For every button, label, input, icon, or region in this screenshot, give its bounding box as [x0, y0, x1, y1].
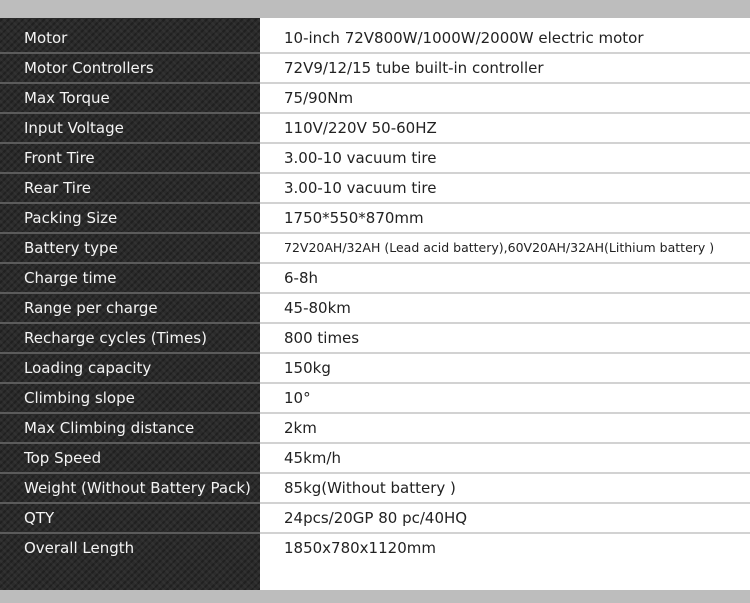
- spec-row-input-voltage: [0, 114, 750, 142]
- bottom-border-strip: [0, 590, 750, 603]
- spec-label: Front Tire: [24, 149, 95, 167]
- spec-value: 3.00-10 vacuum tire: [284, 149, 437, 167]
- spec-label: Max Climbing distance: [24, 419, 195, 437]
- spec-row-max-climbing-distance: [0, 414, 750, 442]
- spec-value: 1750*550*870mm: [284, 209, 424, 227]
- spec-row-motor: [0, 24, 750, 52]
- spec-value: 110V/220V 50-60HZ: [284, 119, 437, 137]
- spec-value: 24pcs/20GP 80 pc/40HQ: [284, 509, 468, 527]
- spec-value: 2km: [284, 419, 317, 437]
- spec-row-front-tire: [0, 144, 750, 172]
- spec-label: Input Voltage: [24, 119, 124, 137]
- spec-value: 6-8h: [284, 269, 319, 287]
- spec-value: 800 times: [284, 329, 360, 347]
- spec-value: 72V20AH/32AH (Lead acid battery),60V20AH/32AH(Lithium battery ): [284, 240, 715, 255]
- spec-row-recharge-cycles: [0, 324, 750, 352]
- spec-label: Packing Size: [24, 209, 118, 227]
- spec-row-range-per-charge: [0, 294, 750, 322]
- spec-row-battery-type: [0, 234, 750, 262]
- spec-row-max-torque: [0, 84, 750, 112]
- spec-row-weight: [0, 474, 750, 502]
- spec-label: Rear Tire: [24, 179, 92, 197]
- spec-label: Loading capacity: [24, 359, 152, 377]
- spec-value: 1850x780x1120mm: [284, 539, 436, 557]
- spec-label: Climbing slope: [24, 389, 135, 407]
- spec-row-motor-controllers: [0, 54, 750, 82]
- spec-row-loading-capacity: [0, 354, 750, 382]
- spec-label: Battery type: [24, 239, 118, 257]
- spec-value: 150kg: [284, 359, 331, 377]
- spec-value: 10°: [284, 389, 311, 407]
- spec-row-qty: [0, 504, 750, 532]
- spec-label: Max Torque: [24, 89, 110, 107]
- spec-label: Recharge cycles (Times): [24, 329, 207, 347]
- spec-row-top-speed: [0, 444, 750, 472]
- spec-label: Weight (Without Battery Pack): [24, 479, 251, 497]
- spec-label: Range per charge: [24, 299, 158, 317]
- spec-value: 45km/h: [284, 449, 341, 467]
- spec-value: 10-inch 72V800W/1000W/2000W electric motor: [284, 29, 644, 47]
- top-border-strip: [0, 0, 750, 18]
- spec-label: QTY: [24, 509, 55, 527]
- spec-label: Overall Length: [24, 539, 135, 557]
- spec-label: Charge time: [24, 269, 117, 287]
- spec-row-charge-time: [0, 264, 750, 292]
- spec-row-packing-size: [0, 204, 750, 232]
- spec-row-overall-length: [0, 534, 750, 562]
- spec-value: 85kg(Without battery ): [284, 479, 456, 497]
- spec-row-rear-tire: [0, 174, 750, 202]
- spec-value: 3.00-10 vacuum tire: [284, 179, 437, 197]
- spec-value: 75/90Nm: [284, 89, 354, 107]
- spec-value: 72V9/12/15 tube built-in controller: [284, 59, 544, 77]
- spec-label: Motor Controllers: [24, 59, 154, 77]
- spec-label: Motor: [24, 29, 68, 47]
- spec-row-climbing-slope: [0, 384, 750, 412]
- spec-value: 45-80km: [284, 299, 351, 317]
- spec-label: Top Speed: [24, 449, 102, 467]
